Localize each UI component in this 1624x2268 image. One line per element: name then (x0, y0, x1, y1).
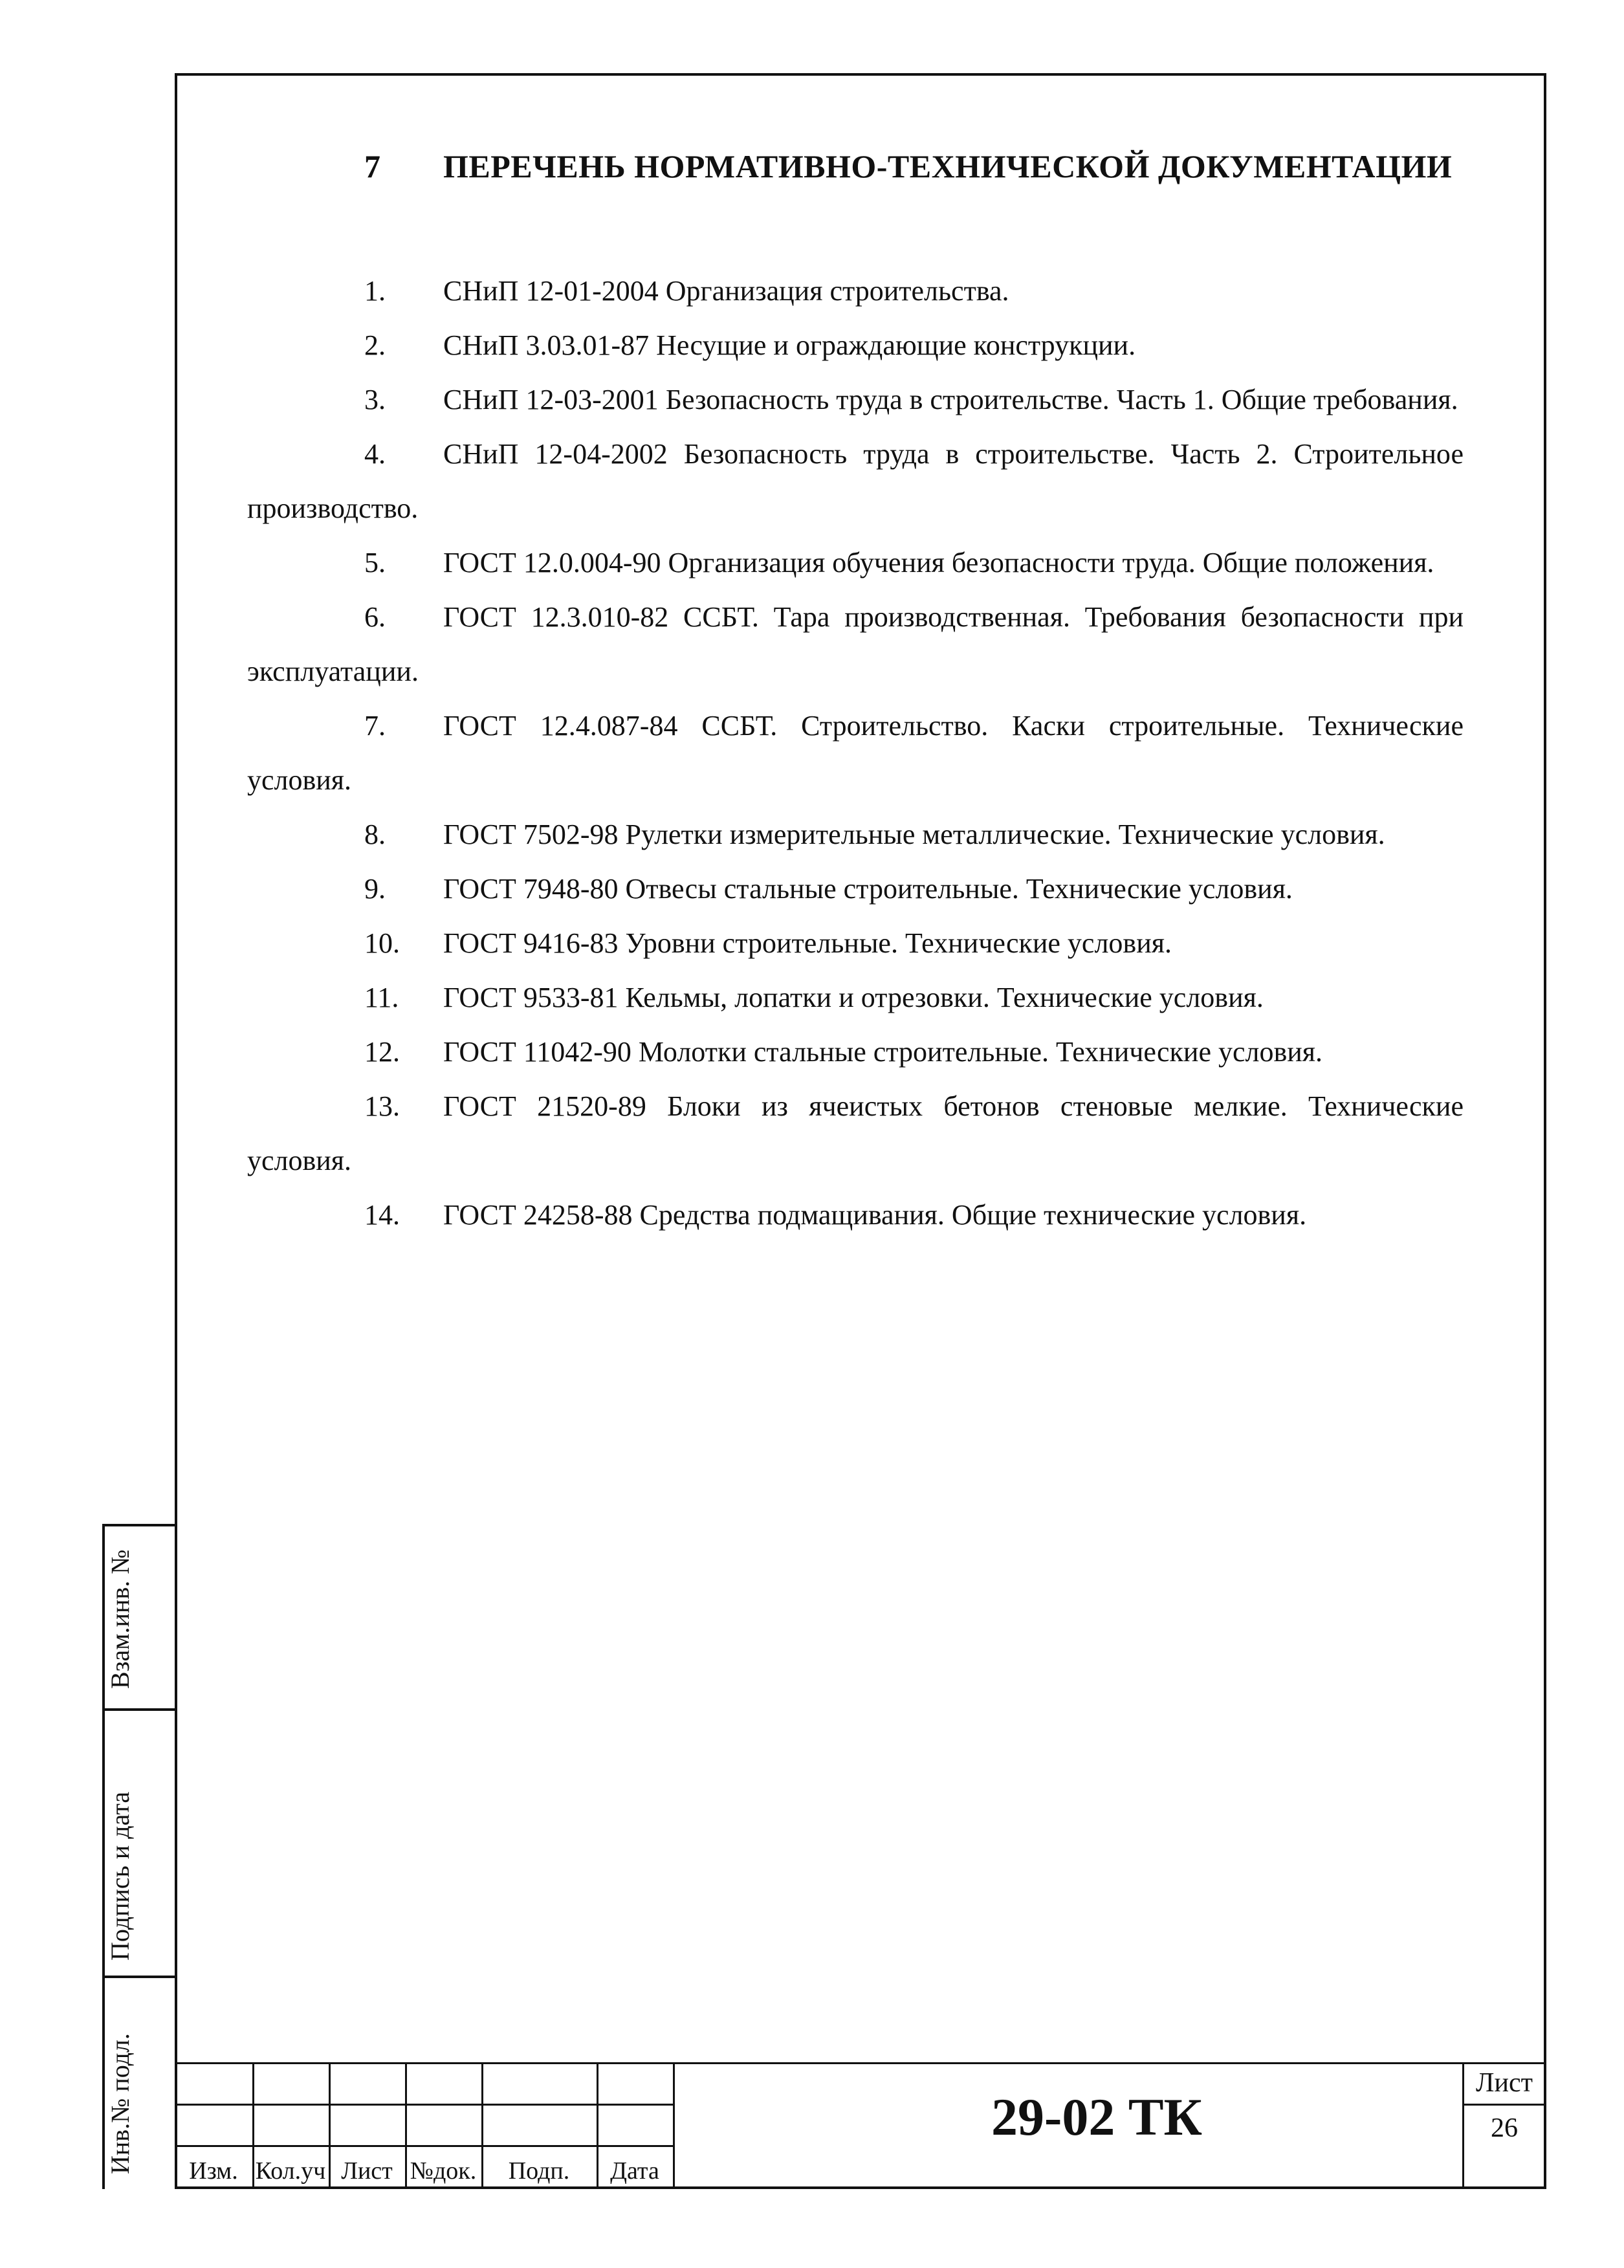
item-text: ГОСТ 12.4.087-84 ССБТ. Строительство. Каски строительные. Технические условия. (247, 710, 1464, 796)
section-number: 7 (364, 148, 381, 184)
item-number: 4. (364, 438, 386, 470)
list-item (247, 1188, 1464, 1242)
list-item (247, 1079, 1464, 1188)
item-text: ГОСТ 11042-90 Молотки стальные строительные. Технические условия. (443, 1036, 1323, 1068)
item-number: 12. (364, 1036, 400, 1068)
sheet-cell-line (1462, 2104, 1546, 2106)
replacement-inventory-label: Взам.инв. № (105, 1549, 135, 1689)
section-title: ПЕРЕЧЕНЬ НОРМАТИВНО-ТЕХНИЧЕСКОЙ ДОКУМЕНТАЦИИ (443, 148, 1453, 184)
list-item (247, 264, 1464, 318)
item-number: 5. (364, 547, 386, 578)
item-text: ГОСТ 12.3.010-82 ССБТ. Тара производственная. Требования безопасности при эксплуатации. (247, 601, 1464, 687)
column-label-change: Изм. (189, 2157, 238, 2185)
list-item (247, 318, 1464, 373)
column-label-signature: Подп. (508, 2157, 570, 2185)
column-label-doc-number: №док. (410, 2157, 477, 2185)
list-item (247, 427, 1464, 536)
item-number: 2. (364, 329, 386, 361)
signature-date-label: Подпись и дата (105, 1791, 135, 1961)
sheet-label: Лист (1476, 2068, 1533, 2098)
item-text: ГОСТ 24258-88 Средства подмащивания. Общие технические условия. (443, 1199, 1307, 1231)
list-item (247, 536, 1464, 590)
column-label-sheet: Лист (341, 2157, 393, 2185)
item-number: 13. (364, 1090, 400, 1122)
item-text: ГОСТ 7502-98 Рулетки измерительные металлические. Технические условия. (443, 819, 1385, 850)
item-text: СНиП 12-04-2002 Безопасность труда в строительстве. Часть 2. Строительное производство. (247, 438, 1464, 524)
sheet-number: 26 (1491, 2113, 1518, 2143)
document-code: 29-02 ТК (991, 2087, 1202, 2146)
side-stamp-divider (102, 1708, 177, 1711)
list-item (247, 1025, 1464, 1079)
list-item (247, 916, 1464, 971)
reference-list (247, 264, 1464, 1242)
column-label-quantity: Кол.уч (255, 2157, 326, 2185)
list-item (247, 590, 1464, 699)
inventory-number-label: Инв.№ подл. (105, 2033, 135, 2174)
list-item (247, 699, 1464, 808)
item-number: 1. (364, 275, 386, 307)
item-text: СНиП 3.03.01-87 Несущие и ограждающие конструкции. (443, 329, 1136, 361)
column-label-date: Дата (610, 2157, 659, 2185)
item-number: 11. (364, 982, 399, 1013)
item-number: 9. (364, 873, 386, 905)
title-block-col-line (673, 2062, 675, 2189)
item-text: ГОСТ 21520-89 Блоки из ячеистых бетонов стеновые мелкие. Технические условия. (247, 1090, 1464, 1176)
item-number: 3. (364, 384, 386, 415)
item-number: 7. (364, 710, 386, 742)
list-item (247, 373, 1464, 427)
side-stamp-divider (102, 1976, 177, 1978)
item-text: СНиП 12-03-2001 Безопасность труда в строительстве. Часть 1. Общие требования. (443, 384, 1458, 415)
item-number: 8. (364, 819, 386, 850)
item-number: 14. (364, 1199, 400, 1231)
item-text: ГОСТ 7948-80 Отвесы стальные строительные. Технические условия. (443, 873, 1293, 905)
side-stamp-top-border (102, 1524, 177, 1526)
title-block-top-line (175, 2062, 1546, 2064)
item-text: ГОСТ 9533-81 Кельмы, лопатки и отрезовки. Технические условия. (443, 982, 1264, 1013)
list-item (247, 808, 1464, 862)
item-number: 6. (364, 601, 386, 633)
item-number: 10. (364, 927, 400, 959)
item-text: СНиП 12-01-2004 Организация строительства. (443, 275, 1009, 307)
item-text: ГОСТ 9416-83 Уровни строительные. Технические условия. (443, 927, 1172, 959)
list-item (247, 971, 1464, 1025)
item-text: ГОСТ 12.0.004-90 Организация обучения безопасности труда. Общие положения. (443, 547, 1434, 578)
list-item (247, 862, 1464, 916)
